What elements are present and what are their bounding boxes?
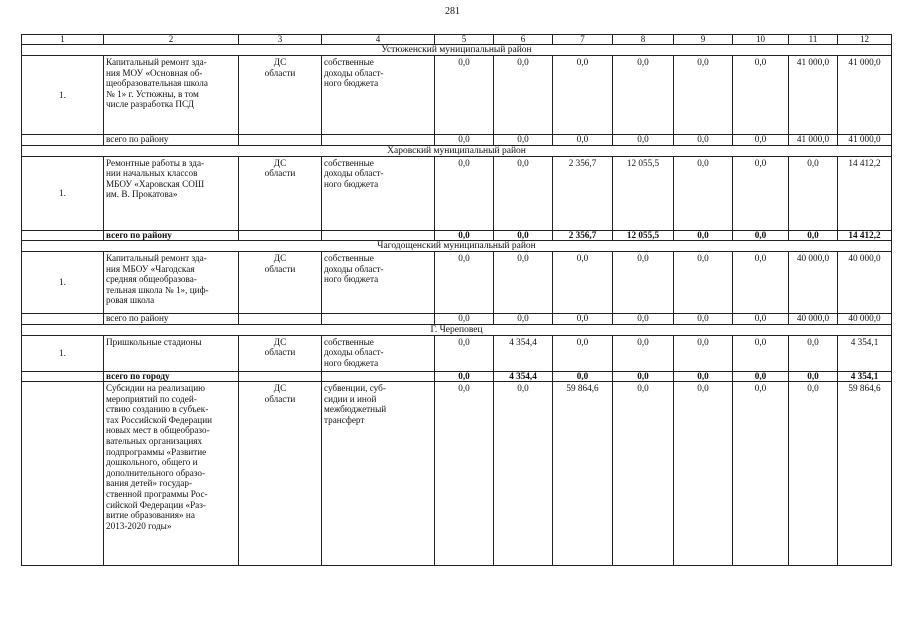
district-header-row [22,145,892,156]
value-cell: 0,0 [494,314,553,325]
funding-source: ДС области [239,382,322,566]
value-cell: 0,0 [674,252,733,314]
value-cell: 4 354,4 [494,335,553,371]
funding-source: ДС области [239,156,322,230]
value-cell: 0,0 [435,335,494,371]
value-cell: 0,0 [733,252,789,314]
object-name: Субсидии на реализацию мероприятий по содей- ствию созданию в субъек- тах Российской Федерации новых мест в общеобразо- вательных организациях подпрограммы «Развитие дошкольного, общего и дополнительного образо- вания детей» государ- ственной программы Рос- сийской Федерации «Раз- витие образования» на 2013-2020 годы» [104,382,239,566]
total-spacer [239,314,322,325]
district-title: Чагодощенский муниципальный район [22,241,892,252]
row-number: 1. [22,56,104,135]
funding-source: ДС области [239,252,322,314]
district-title: Г. Череповец [22,324,892,335]
total-spacer [22,371,104,382]
value-cell: 0,0 [733,371,789,382]
value-cell: 0,0 [613,314,674,325]
value-cell: 0,0 [674,314,733,325]
value-cell: 40 000,0 [789,314,838,325]
column-number: 5 [435,35,494,45]
funding-type: собственные доходы област- ного бюджета [322,252,435,314]
value-cell: 0,0 [435,56,494,135]
value-cell: 0,0 [733,156,789,230]
value-cell: 0,0 [674,156,733,230]
value-cell: 4 354,4 [494,371,553,382]
value-cell: 59 864,6 [838,382,892,566]
total-spacer [322,135,435,146]
value-cell: 0,0 [613,135,674,146]
total-row [22,371,892,382]
value-cell: 0,0 [613,371,674,382]
total-label: всего по городу [104,371,239,382]
value-cell: 0,0 [553,314,613,325]
district-title: Харовский муниципальный район [22,145,892,156]
table-row [22,56,892,135]
value-cell: 0,0 [733,335,789,371]
value-cell: 40 000,0 [838,314,892,325]
column-number: 6 [494,35,553,45]
value-cell: 0,0 [733,135,789,146]
value-cell: 41 000,0 [789,56,838,135]
total-spacer [239,371,322,382]
value-cell: 0,0 [674,135,733,146]
value-cell: 2 356,7 [553,230,613,241]
row-number: 1. [22,156,104,230]
value-cell: 12 055,5 [613,230,674,241]
value-cell: 0,0 [789,230,838,241]
value-cell: 0,0 [494,135,553,146]
value-cell: 40 000,0 [789,252,838,314]
funding-type: собственные доходы област- ного бюджета [322,335,435,371]
value-cell: 4 354,1 [838,335,892,371]
value-cell: 0,0 [553,371,613,382]
total-label: всего по району [104,230,239,241]
column-number: 10 [733,35,789,45]
total-row [22,230,892,241]
column-number: 1 [22,35,104,45]
row-number: 1. [22,335,104,371]
district-title: Устюженский муниципальный район [22,45,892,56]
value-cell: 0,0 [789,371,838,382]
value-cell: 0,0 [494,230,553,241]
value-cell: 0,0 [435,156,494,230]
value-cell: 0,0 [435,230,494,241]
value-cell: 59 864,6 [553,382,613,566]
column-number: 12 [838,35,892,45]
value-cell: 0,0 [553,135,613,146]
value-cell: 0,0 [674,371,733,382]
object-name: Капитальный ремонт зда- ния МОУ «Основная об- щеобразовательная школа № 1» г. Устюжны, в том числе разработка ПСД [104,56,239,135]
value-cell: 41 000,0 [838,135,892,146]
value-cell: 0,0 [494,382,553,566]
value-cell: 0,0 [553,56,613,135]
column-number: 8 [613,35,674,45]
total-spacer [322,371,435,382]
object-name: Капитальный ремонт зда- ния МБОУ «Чагодская средняя общеобразова- тельная школа № 1», циф- ровая школа [104,252,239,314]
value-cell: 0,0 [674,56,733,135]
value-cell: 0,0 [435,382,494,566]
total-spacer [239,135,322,146]
district-header-row [22,324,892,335]
total-label: всего по району [104,135,239,146]
value-cell: 0,0 [613,252,674,314]
funding-source: ДС области [239,335,322,371]
value-cell: 0,0 [733,382,789,566]
value-cell: 0,0 [494,56,553,135]
value-cell: 0,0 [733,230,789,241]
value-cell: 0,0 [789,335,838,371]
page-number: 281 [445,6,460,17]
total-spacer [322,314,435,325]
district-header-row [22,241,892,252]
row-number: 1. [22,252,104,314]
funding-type: собственные доходы област- ного бюджета [322,156,435,230]
value-cell: 0,0 [435,252,494,314]
total-row [22,314,892,325]
funding-type: субвенции, суб- сидии и иной межбюджетный трансферт [322,382,435,566]
total-label: всего по району [104,314,239,325]
column-number: 3 [239,35,322,45]
object-name: Ремонтные работы в зда- нии начальных классов МБОУ «Харовская СОШ им. В. Прокатова» [104,156,239,230]
table-row [22,252,892,314]
table-row [22,335,892,371]
value-cell: 0,0 [733,56,789,135]
total-spacer [322,230,435,241]
value-cell: 0,0 [674,335,733,371]
row-number [22,382,104,566]
total-spacer [22,135,104,146]
value-cell: 14 412,2 [838,156,892,230]
object-name: Пришкольные стадионы [104,335,239,371]
value-cell: 0,0 [733,314,789,325]
value-cell: 2 356,7 [553,156,613,230]
total-row [22,135,892,146]
value-cell: 0,0 [789,382,838,566]
value-cell: 0,0 [553,252,613,314]
table-body [22,35,892,566]
value-cell: 14 412,2 [838,230,892,241]
value-cell: 41 000,0 [789,135,838,146]
funding-source: ДС области [239,56,322,135]
district-header-row [22,45,892,56]
total-spacer [22,230,104,241]
value-cell: 0,0 [674,382,733,566]
value-cell: 0,0 [435,135,494,146]
table-row [22,382,892,566]
value-cell: 0,0 [494,156,553,230]
value-cell: 4 354,1 [838,371,892,382]
value-cell: 12 055,5 [613,156,674,230]
value-cell: 0,0 [789,156,838,230]
value-cell: 0,0 [613,382,674,566]
budget-table [21,34,892,566]
column-number: 4 [322,35,435,45]
funding-type: собственные доходы област- ного бюджета [322,56,435,135]
column-number-row [22,35,892,45]
value-cell: 0,0 [613,56,674,135]
value-cell: 0,0 [435,371,494,382]
value-cell: 0,0 [494,252,553,314]
value-cell: 0,0 [613,335,674,371]
value-cell: 0,0 [553,335,613,371]
value-cell: 0,0 [674,230,733,241]
total-spacer [239,230,322,241]
table-row [22,156,892,230]
column-number: 9 [674,35,733,45]
value-cell: 40 000,0 [838,252,892,314]
column-number: 7 [553,35,613,45]
column-number: 2 [104,35,239,45]
value-cell: 41 000,0 [838,56,892,135]
column-number: 11 [789,35,838,45]
total-spacer [22,314,104,325]
value-cell: 0,0 [435,314,494,325]
